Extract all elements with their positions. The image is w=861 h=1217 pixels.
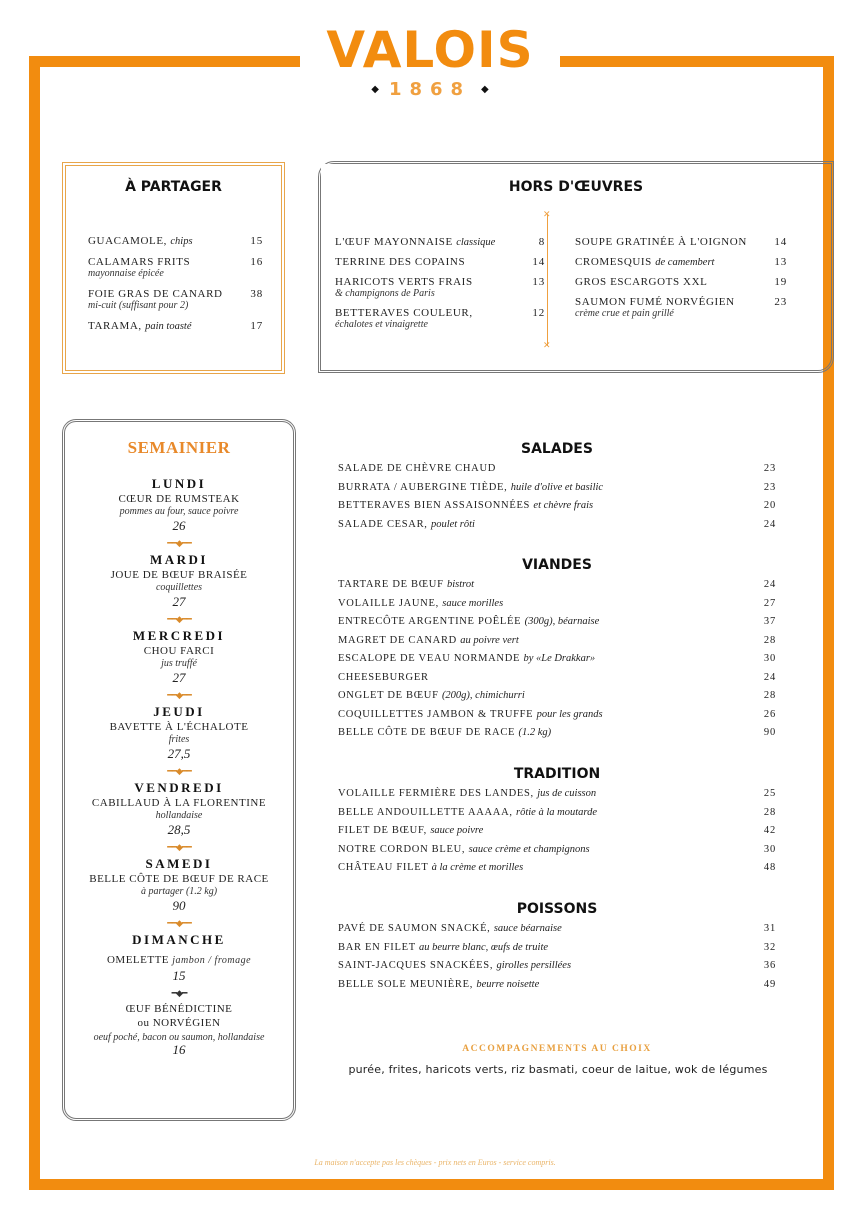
menu-item — [338, 807, 776, 826]
item-price: 30 — [763, 653, 776, 664]
menu-item-line — [338, 923, 776, 934]
item-detail: sauce morilles — [442, 597, 504, 609]
menu-item-line — [338, 807, 776, 818]
item-name-wrap — [88, 235, 193, 247]
menu-item — [338, 825, 776, 844]
day-name: MERCREDI — [132, 628, 226, 643]
ornament-icon: ━━◆━━ — [167, 538, 191, 548]
item-name-wrap — [338, 923, 562, 934]
hors-doeuvres-right-column — [575, 236, 787, 327]
menu-item — [575, 276, 787, 288]
item-detail: girolles persillées — [496, 960, 572, 971]
item-price: 23 — [763, 463, 776, 474]
menu-item — [338, 519, 776, 538]
menu-item-line — [335, 307, 545, 319]
menu-item-line — [88, 320, 263, 332]
item-price: 90 — [763, 727, 776, 738]
menu-item-line — [335, 256, 545, 268]
menu-item-line — [338, 579, 776, 590]
item-name: BETTERAVES COULEUR, — [335, 307, 473, 319]
item-price: 24 — [763, 579, 776, 590]
menu-item — [338, 653, 776, 672]
item-name-wrap — [338, 598, 503, 609]
semainier-days — [65, 476, 293, 929]
poissons-list — [338, 923, 776, 997]
menu-item-line — [575, 256, 787, 268]
item-name: VOLAILLE FERMIÈRE DES LANDES, — [338, 788, 534, 799]
semainier-day — [65, 780, 293, 853]
menu-item-line — [338, 500, 776, 511]
item-name: TERRINE DES COPAINS — [335, 256, 466, 268]
item-detail: sauce béarnaise — [493, 923, 562, 934]
item-name-wrap — [335, 236, 495, 248]
item-price: 37 — [763, 616, 776, 627]
day-name: MARDI — [150, 552, 208, 567]
item-detail: sauce crème et champignons — [468, 843, 590, 855]
item-name: BELLE SOLE MEUNIÈRE, — [338, 978, 474, 990]
item-price: 23 — [774, 296, 787, 308]
item-detail: à la crème et morilles — [431, 862, 524, 873]
dish-desc: coquillettes — [155, 582, 203, 593]
item-price: 23 — [763, 481, 776, 493]
menu-item — [338, 960, 776, 979]
section-tradition — [338, 766, 776, 881]
item-price: 17 — [250, 320, 263, 332]
item-name-wrap — [338, 653, 595, 664]
item-name-wrap — [335, 256, 465, 268]
menu-item-line — [338, 635, 776, 646]
item-name-wrap — [338, 616, 599, 627]
dish-name: CHOU FARCI — [143, 645, 215, 657]
item-name-wrap — [338, 519, 475, 530]
menu-item — [88, 235, 263, 247]
menu-item-line — [338, 825, 776, 836]
item-name-wrap — [338, 727, 551, 738]
item-name: BURRATA / AUBERGINE TIÈDE, — [338, 481, 508, 493]
item-price: 28 — [763, 634, 776, 646]
diamond-icon: ◆ — [481, 84, 489, 95]
menu-item — [338, 788, 776, 807]
item-name-wrap — [575, 256, 714, 268]
menu-item-line — [338, 788, 776, 799]
menu-item-line — [338, 942, 776, 953]
day-name: SAMEDI — [145, 856, 213, 871]
menu-item — [338, 672, 776, 691]
item-name-wrap — [338, 463, 496, 474]
item-name: SALADE CESAR, — [338, 518, 428, 530]
a-partager-title: À PARTAGER — [125, 179, 222, 195]
menu-item — [338, 862, 776, 881]
semainier-box — [62, 419, 296, 1121]
menu-item-line — [338, 727, 776, 738]
menu-item-line — [338, 960, 776, 971]
item-detail: (200g), chimichurri — [441, 690, 525, 701]
arrow-ornament-icon: ✕ — [543, 209, 551, 219]
item-name: CHEESEBURGER — [338, 671, 429, 683]
menu-item — [338, 690, 776, 709]
item-name-wrap — [338, 844, 590, 855]
item-name: GROS ESCARGOTS XXL — [575, 276, 708, 288]
day-name: JEUDI — [153, 704, 205, 719]
item-name: VOLAILLE JAUNE, — [338, 597, 439, 609]
item-price: 24 — [763, 518, 776, 530]
item-name-wrap — [335, 276, 473, 288]
semainier-day — [65, 704, 293, 777]
section-title: SALADES — [521, 441, 593, 457]
item-name-wrap — [338, 862, 523, 873]
menu-item-line — [338, 690, 776, 701]
item-detail: poulet rôti — [430, 518, 475, 530]
menu-item — [338, 979, 776, 998]
menu-item — [338, 923, 776, 942]
day-name: DIMANCHE — [132, 932, 226, 947]
menu-item-line — [335, 276, 545, 288]
item-detail: pour les grands — [536, 708, 603, 720]
item-price: 20 — [763, 500, 776, 511]
item-price: 14 — [532, 256, 545, 268]
item-name: TARAMA, — [88, 320, 142, 332]
item-price: 30 — [763, 843, 776, 855]
item-name-wrap — [338, 482, 603, 493]
item-name: FILET DE BŒUF, — [338, 825, 427, 836]
semainier-day — [65, 628, 293, 701]
price: 27,5 — [167, 746, 191, 761]
item-name: BELLE ANDOUILLETTE AAAAA, — [338, 806, 513, 818]
menu-item — [335, 307, 545, 330]
brand-year: 1868 — [388, 79, 472, 100]
menu-item-line — [575, 296, 787, 308]
menu-item-line — [338, 862, 776, 873]
item-detail: classique — [456, 237, 496, 248]
dish-name: BAVETTE À L'ÉCHALOTE — [109, 721, 249, 733]
brand-year-line — [300, 78, 560, 102]
menu-item — [335, 256, 545, 268]
dish-desc: jus truffé — [161, 658, 197, 669]
item-name: CHÂTEAU FILET — [338, 862, 429, 873]
item-price: 12 — [532, 307, 545, 319]
price: 28,5 — [167, 822, 191, 837]
salades-list — [338, 463, 776, 537]
diamond-icon: ◆ — [371, 84, 379, 95]
semainier-day — [65, 552, 293, 625]
menu-item-line — [335, 236, 545, 248]
menu-item-line — [338, 519, 776, 530]
dish1-detail: jambon / fromage — [172, 955, 252, 966]
item-name: ESCALOPE DE VEAU NORMANDE — [338, 653, 521, 664]
item-name-wrap — [338, 807, 597, 818]
item-price: 27 — [763, 597, 776, 609]
item-name: FOIE GRAS DE CANARD — [88, 288, 223, 300]
menu-item — [338, 635, 776, 654]
dish-desc: pommes au four, sauce poivre — [119, 506, 239, 517]
semainier-day — [65, 476, 293, 549]
dish-name: CŒUR DE RUMSTEAK — [118, 493, 240, 505]
item-subtitle: mi-cuit (suffisant pour 2) — [88, 300, 189, 311]
item-name: BETTERAVES BIEN ASSAISONNÉES — [338, 500, 531, 511]
logo — [300, 16, 560, 111]
menu-item-line — [338, 598, 776, 609]
price: 27 — [172, 670, 186, 685]
item-name: L'ŒUF MAYONNAISE — [335, 236, 453, 248]
day-name: LUNDI — [151, 476, 207, 491]
item-subtitle: mayonnaise épicée — [88, 268, 164, 279]
hors-doeuvres-box — [318, 161, 834, 373]
item-detail: chips — [170, 236, 193, 247]
price: 16 — [172, 1042, 186, 1057]
item-name: ONGLET DE BŒUF — [338, 690, 439, 701]
item-name-wrap — [88, 256, 190, 268]
section-salades — [338, 441, 776, 537]
accompagnements-title: ACCOMPAGNEMENTS AU CHOIX — [462, 1044, 652, 1054]
item-price: 28 — [763, 690, 776, 701]
menu-item — [88, 288, 263, 311]
item-detail: by «Le Drakkar» — [523, 653, 596, 664]
arrow-ornament-icon: ✕ — [543, 340, 551, 350]
item-price: 8 — [538, 236, 545, 248]
menu-item-line — [338, 979, 776, 990]
item-price: 28 — [763, 806, 776, 818]
footer-note: La maison n'accepte pas les chèques - prix nets en Euros - service compris. — [314, 1158, 556, 1167]
semainier-day — [65, 856, 293, 929]
semainier-title: SEMAINIER — [127, 438, 231, 457]
item-price: 13 — [774, 256, 787, 268]
menu-item-line — [88, 288, 263, 300]
menu-item — [338, 463, 776, 482]
item-detail: au poivre vert — [460, 634, 519, 646]
item-name-wrap — [338, 672, 429, 683]
ornament-icon: ━━◆━━ — [167, 614, 191, 624]
ornament-icon: ━━◆━━ — [167, 918, 191, 928]
section-poissons — [338, 901, 776, 997]
ornament-icon: ━━◆━━ — [167, 766, 191, 776]
price: 26 — [172, 518, 186, 533]
viandes-list — [338, 579, 776, 746]
item-price: 48 — [763, 862, 776, 873]
item-detail: au beurre blanc, œufs de truite — [418, 941, 549, 953]
semainier-day-dimanche — [65, 932, 293, 1057]
item-price: 13 — [532, 276, 545, 288]
item-detail: sauce poivre — [430, 825, 484, 836]
dish-name: JOUE DE BŒUF BRAISÉE — [110, 569, 248, 581]
item-name: NOTRE CORDON BLEU, — [338, 843, 466, 855]
item-price: 42 — [763, 825, 776, 836]
menu-item — [88, 256, 263, 279]
menu-item-line — [338, 463, 776, 474]
item-price: 26 — [763, 708, 776, 720]
item-name: SOUPE GRATINÉE À L'OIGNON — [575, 236, 747, 248]
menu-item-line — [575, 236, 787, 248]
item-name: CROMESQUIS — [575, 256, 652, 268]
dish2-line2: ou NORVÉGIEN — [137, 1017, 221, 1029]
item-name: PAVÉ DE SAUMON SNACKÉ, — [338, 923, 491, 934]
tradition-list — [338, 788, 776, 881]
item-subtitle: échalotes et vinaigrette — [335, 319, 428, 330]
item-detail: et chèvre frais — [533, 500, 594, 511]
section-title: POISSONS — [516, 901, 598, 917]
menu-item-line — [338, 844, 776, 855]
ornament-icon: ━━◆━━ — [167, 690, 191, 700]
menu-item — [88, 320, 263, 332]
item-name: SALADE DE CHÈVRE CHAUD — [338, 463, 497, 474]
item-name-wrap — [338, 709, 603, 720]
section-title: TRADITION — [513, 766, 601, 782]
item-detail: pain toasté — [145, 321, 192, 332]
price: 90 — [172, 898, 186, 913]
dish-name: BELLE CÔTE DE BŒUF DE RACE — [89, 873, 269, 885]
item-name: BAR EN FILET — [338, 941, 416, 953]
menu-item-line — [575, 276, 787, 288]
item-price: 24 — [763, 671, 776, 683]
dish2-line1: ŒUF BÉNÉDICTINE — [125, 1003, 233, 1015]
item-name: GUACAMOLE, — [88, 235, 168, 247]
item-subtitle: & champignons de Paris — [335, 288, 435, 299]
menu-item-line — [88, 235, 263, 247]
menu-item — [575, 256, 787, 268]
menu-item-line — [338, 672, 776, 683]
item-name-wrap — [338, 788, 596, 799]
a-partager-list — [88, 235, 263, 341]
item-name-wrap — [338, 500, 593, 511]
dish1: OMELETTE — [106, 954, 170, 966]
dish-desc: à partager (1.2 kg) — [140, 886, 218, 897]
item-name: TARTARE DE BŒUF — [338, 579, 444, 590]
menu-item — [338, 709, 776, 728]
item-detail: beurre noisette — [476, 978, 540, 990]
item-name-wrap — [338, 825, 483, 836]
item-detail: rôtie à la moutarde — [516, 806, 597, 818]
menu-item-line — [338, 616, 776, 627]
item-name-wrap — [335, 307, 473, 319]
item-name: MAGRET DE CANARD — [338, 634, 457, 646]
dish-desc: frites — [168, 734, 190, 745]
item-name-wrap — [88, 320, 191, 332]
item-name-wrap — [338, 960, 571, 971]
section-title: VIANDES — [522, 557, 592, 573]
hors-doeuvres-title: HORS D'ŒUVRES — [508, 179, 644, 195]
menu-item — [338, 942, 776, 961]
ornament-icon: ━━◆━━ — [167, 842, 191, 852]
item-price: 15 — [250, 235, 263, 247]
item-name-wrap — [338, 979, 539, 990]
item-name: SAUMON FUMÉ NORVÉGIEN — [575, 296, 735, 308]
menu-item-line — [338, 709, 776, 720]
item-price: 19 — [774, 276, 787, 288]
dish-name — [65, 953, 293, 967]
item-subtitle: crème crue et pain grillé — [575, 308, 674, 319]
menu-item — [338, 482, 776, 501]
menu-item — [335, 276, 545, 299]
menu-item-line — [338, 653, 776, 664]
item-name-wrap — [338, 579, 474, 590]
item-name-wrap — [88, 288, 223, 300]
item-price: 32 — [763, 941, 776, 953]
item-detail: (300g), béarnaise — [524, 616, 600, 627]
menu-item — [338, 616, 776, 635]
a-partager-box — [62, 162, 285, 374]
dish-name: CABILLAUD À LA FLORENTINE — [91, 797, 267, 809]
menu-item-line — [338, 482, 776, 493]
menu-item — [338, 727, 776, 746]
menu-item — [338, 598, 776, 617]
item-detail: de camembert — [655, 257, 715, 268]
item-detail: huile d'olive et basilic — [510, 481, 604, 493]
accompagnements-text: purée, frites, haricots verts, riz basmati, coeur de laitue, wok de légumes — [348, 1063, 768, 1076]
item-price: 16 — [250, 256, 263, 268]
item-price: 36 — [763, 960, 776, 971]
menu-item — [575, 236, 787, 248]
menu-item — [338, 500, 776, 519]
item-price: 49 — [763, 978, 776, 990]
item-name: HARICOTS VERTS FRAIS — [335, 276, 473, 288]
dish2-desc: oeuf poché, bacon ou saumon, hollandaise — [93, 1032, 265, 1043]
item-name-wrap — [338, 942, 548, 953]
brand-name: VALOIS — [326, 21, 534, 79]
item-price: 31 — [763, 923, 776, 934]
item-price: 14 — [774, 236, 787, 248]
menu-item — [575, 296, 787, 319]
item-detail: (1.2 kg) — [518, 727, 552, 738]
item-name-wrap — [338, 635, 519, 646]
price: 27 — [172, 594, 186, 609]
ornament-icon: ━◆━ — [171, 988, 187, 998]
menu-item — [335, 236, 545, 248]
hors-doeuvres-left-column — [335, 236, 545, 338]
vertical-divider — [543, 209, 551, 350]
section-viandes — [338, 557, 776, 746]
item-name: SAINT-JACQUES SNACKÉES, — [338, 960, 494, 971]
item-price: 25 — [763, 788, 776, 799]
day-name: VENDREDI — [134, 780, 224, 795]
item-detail: jus de cuisson — [537, 788, 597, 799]
item-name: ENTRECÔTE ARGENTINE POÊLÉE — [338, 616, 522, 627]
menu-item — [338, 844, 776, 863]
item-name-wrap — [575, 236, 747, 248]
item-name-wrap — [575, 276, 707, 288]
item-name: CALAMARS FRITS — [88, 256, 191, 268]
item-detail: bistrot — [446, 579, 474, 590]
dish-desc: hollandaise — [155, 810, 203, 821]
item-price: 38 — [250, 288, 263, 300]
price: 15 — [172, 968, 186, 983]
menu-item-line — [88, 256, 263, 268]
item-name-wrap — [575, 296, 735, 308]
item-name: BELLE CÔTE DE BŒUF DE RACE — [338, 727, 516, 738]
item-name-wrap — [338, 690, 525, 701]
menu-item — [338, 579, 776, 598]
item-name: COQUILLETTES JAMBON & TRUFFE — [338, 708, 534, 720]
